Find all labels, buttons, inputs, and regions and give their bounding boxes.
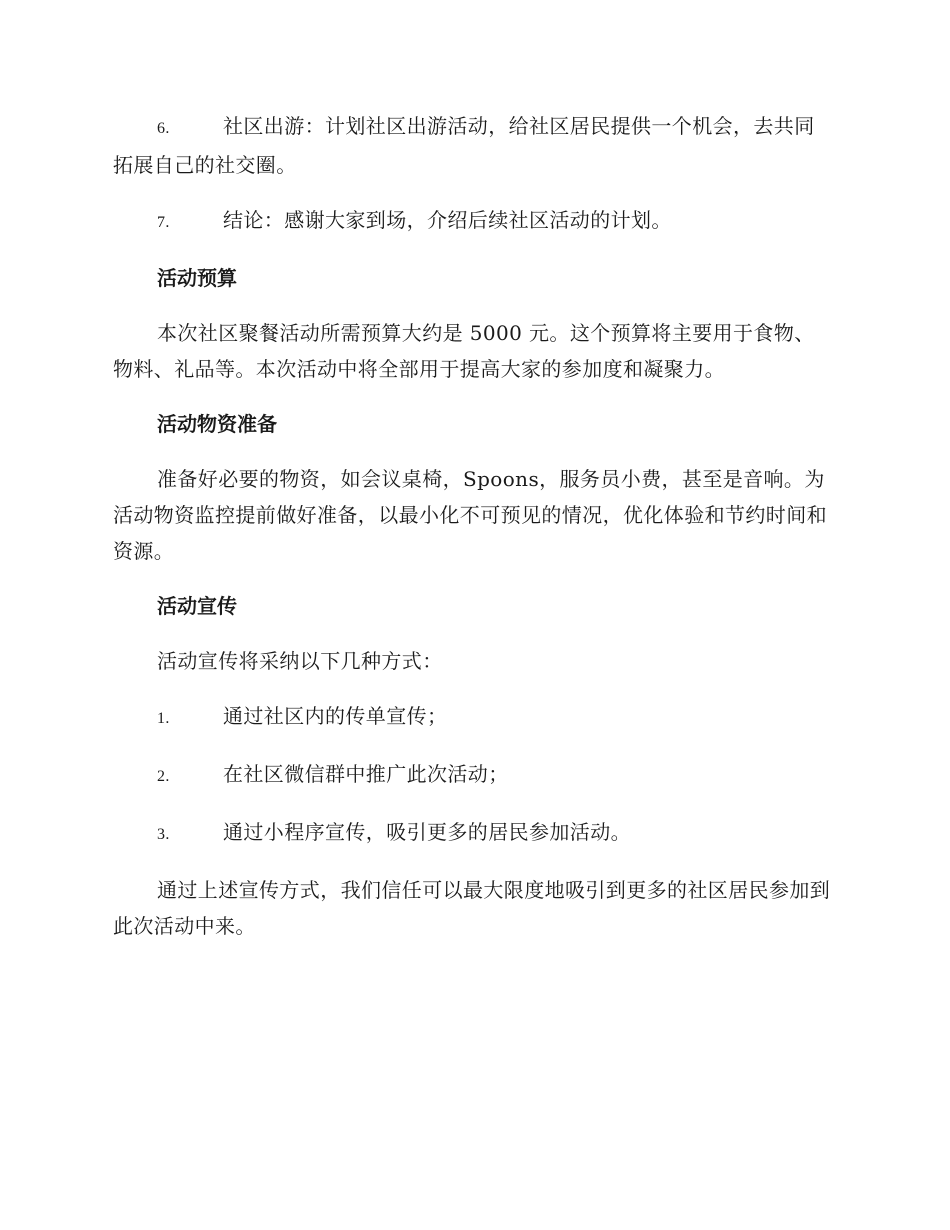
- list-number: 2.: [157, 768, 170, 785]
- promotion-intro: 活动宣传将采纳以下几种方式：: [157, 649, 443, 673]
- list-item-text: 结论：感谢大家到场，介绍后续社区活动的计划。: [223, 208, 672, 232]
- document-page: [113, 108, 833, 963]
- list-item-text: 通过小程序宣传，吸引更多的居民参加活动。: [223, 820, 631, 844]
- list-number: 7.: [157, 214, 170, 231]
- budget-paragraph: 本次社区聚餐活动所需预算大约是 5000 元。这个预算将主要用于食物、物料、礼品等。本次活动中将全部用于提高大家的参加度和凝聚力。: [113, 321, 815, 381]
- promo-list-item-2: [113, 756, 833, 795]
- list-item-7: [113, 202, 833, 241]
- list-number: 6.: [157, 120, 170, 137]
- list-item-text: 在社区微信群中推广此次活动；: [223, 762, 509, 786]
- promo-list-item-3: [113, 814, 833, 853]
- budget-heading: 活动预算: [157, 266, 237, 290]
- list-item-text: 通过社区内的传单宣传；: [223, 704, 448, 728]
- materials-paragraph: 准备好必要的物资，如会议桌椅，Spoons，服务员小费，甚至是音响。为活动物资监控提前做好准备，以最小化不可预见的情况，优化体验和节约时间和资源。: [113, 467, 827, 563]
- promotion-heading: 活动宣传: [157, 594, 237, 618]
- materials-heading: 活动物资准备: [157, 412, 277, 436]
- list-number: 3.: [157, 826, 170, 843]
- list-number: 1.: [157, 710, 170, 727]
- promo-list-item-1: [113, 698, 833, 737]
- list-item-6: [113, 108, 833, 183]
- list-item-text: 社区出游：计划社区出游活动，给社区居民提供一个机会，去共同拓展自己的社交圈。: [113, 114, 815, 177]
- promotion-conclusion: 通过上述宣传方式，我们信任可以最大限度地吸引到更多的社区居民参加到此次活动中来。: [113, 878, 831, 938]
